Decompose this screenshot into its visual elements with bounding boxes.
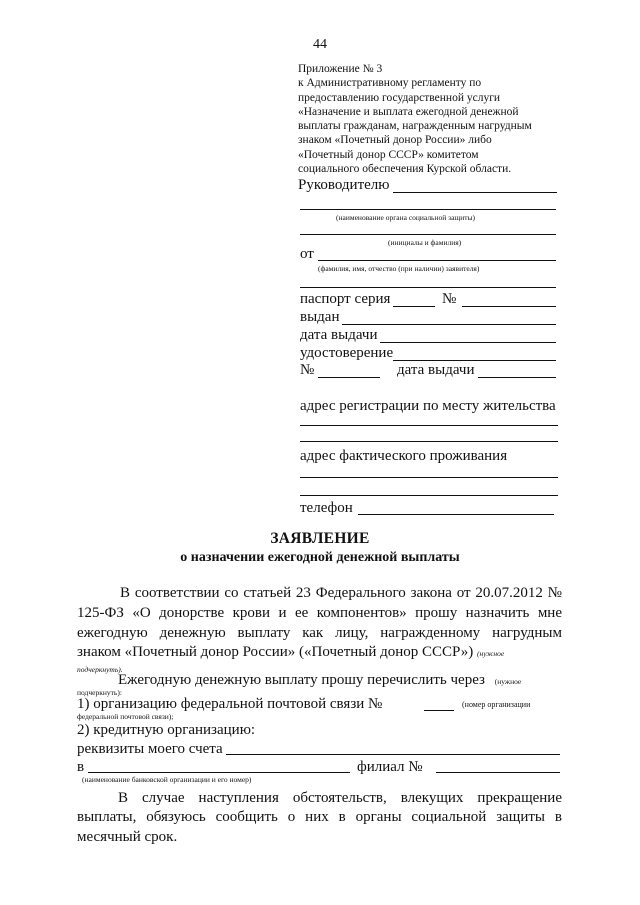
annex-line: Приложение № 3 bbox=[298, 63, 383, 75]
option1-label: 1) организацию федеральной почтовой связи № bbox=[77, 696, 383, 712]
paragraph1-note: (нужное bbox=[477, 649, 505, 658]
cert-issue-date-field[interactable] bbox=[478, 377, 556, 378]
account-details-label: реквизиты моего счета bbox=[77, 741, 223, 757]
applicant-name-field[interactable] bbox=[318, 260, 556, 261]
paragraph1-line: ежегодную денежную выплату как лицу, награжденному нагрудным bbox=[77, 625, 562, 641]
actual-address-field-1[interactable] bbox=[300, 477, 558, 478]
paragraph1-line: В соответствии со статьей 23 Федерального закона от 20.07.2012 № bbox=[120, 585, 562, 601]
paragraph2-note-cont: подчеркнуть): bbox=[77, 688, 122, 697]
document-subtitle: о назначении ежегодной денежной выплаты bbox=[180, 550, 460, 565]
annex-header bbox=[298, 62, 568, 176]
reg-address-field-2[interactable] bbox=[300, 441, 558, 442]
paragraph3-line: месячный срок. bbox=[77, 829, 178, 845]
actual-address-field-2[interactable] bbox=[300, 495, 558, 496]
annex-line: социального обеспечения Курской области. bbox=[298, 163, 512, 176]
annex-line: к Административному регламенту по bbox=[298, 77, 482, 90]
initials-caption: (инициалы и фамилия) bbox=[388, 238, 462, 247]
account-details-field[interactable] bbox=[226, 754, 560, 755]
initials-field[interactable] bbox=[300, 234, 556, 235]
from-label: от bbox=[300, 246, 314, 262]
org-name-field[interactable] bbox=[300, 209, 556, 210]
option1-note: (номер организации bbox=[462, 700, 531, 709]
paragraph1-line bbox=[77, 643, 504, 664]
paragraph1-line: 125-ФЗ «О донорстве крови и ее компонентов» прошу назначить мне bbox=[77, 605, 562, 621]
issued-label: выдан bbox=[300, 309, 340, 325]
reg-address-label: адрес регистрации по месту жительства bbox=[300, 398, 556, 414]
passport-series-field[interactable] bbox=[393, 306, 435, 307]
passport-number-field[interactable] bbox=[462, 306, 556, 307]
to-head-label: Руководителю bbox=[298, 177, 390, 193]
annex-line: предоставлению государственной услуги bbox=[298, 91, 501, 104]
applicant-name-field-2[interactable] bbox=[300, 287, 556, 288]
paragraph2-line bbox=[118, 671, 521, 692]
bank-in-label: в bbox=[77, 759, 85, 775]
bank-caption: (наименование банковской организации и его номер) bbox=[82, 775, 252, 784]
paragraph2-line1-main: Ежегодную денежную выплату прошу перечислить через bbox=[118, 672, 485, 688]
branch-label: филиал № bbox=[357, 759, 423, 775]
paragraph1-note-cont: подчеркнуть). bbox=[77, 665, 123, 674]
org-caption: (наименование органа социальной защиты) bbox=[336, 213, 476, 222]
option2-label: 2) кредитную организацию: bbox=[77, 722, 256, 738]
head-name-field[interactable] bbox=[393, 192, 557, 193]
passport-number-sign: № bbox=[442, 291, 457, 307]
paragraph2-note: (нужное bbox=[494, 677, 522, 686]
post-office-number-field[interactable] bbox=[424, 710, 454, 711]
passport-series-label: паспорт серия bbox=[300, 291, 391, 307]
phone-field[interactable] bbox=[358, 514, 554, 515]
branch-number-field[interactable] bbox=[436, 772, 560, 773]
issue-date-field[interactable] bbox=[380, 342, 556, 343]
paragraph1-line4-main: знаком «Почетный донор России» («Почетный донор СССР») bbox=[77, 644, 474, 660]
cert-number-sign: № bbox=[300, 362, 315, 378]
phone-label: телефон bbox=[300, 500, 353, 516]
annex-line: знаком «Почетный донор России» либо bbox=[298, 134, 492, 147]
cert-number-field[interactable] bbox=[318, 377, 380, 378]
document-title: ЗАЯВЛЕНИЕ bbox=[270, 530, 370, 547]
page-number: 44 bbox=[313, 37, 327, 52]
reg-address-field-1[interactable] bbox=[300, 425, 558, 426]
issue-date-label: дата выдачи bbox=[300, 327, 378, 343]
cert-issue-date-label: дата выдачи bbox=[397, 362, 475, 378]
applicant-caption: (фамилия, имя, отчество (при наличии) заявителя) bbox=[318, 264, 480, 273]
certificate-field[interactable] bbox=[393, 360, 556, 361]
annex-line: «Назначение и выплата ежегодной денежной bbox=[298, 105, 519, 118]
option1-note-cont: федеральной почтовой связи); bbox=[77, 712, 174, 721]
issued-field[interactable] bbox=[342, 324, 556, 325]
paragraph3-line: В случае наступления обстоятельств, влекущих прекращение bbox=[118, 790, 562, 806]
paragraph3-line: выплаты, обязуюсь сообщить о них в органы социальной защиты в bbox=[77, 809, 562, 825]
actual-address-label: адрес фактического проживания bbox=[300, 448, 508, 464]
annex-line: выплаты гражданам, награжденным нагрудным bbox=[298, 120, 532, 133]
annex-line: «Почетный донор СССР» комитетом bbox=[298, 148, 479, 161]
bank-name-field[interactable] bbox=[88, 772, 350, 773]
certificate-label: удостоверение bbox=[300, 345, 394, 361]
